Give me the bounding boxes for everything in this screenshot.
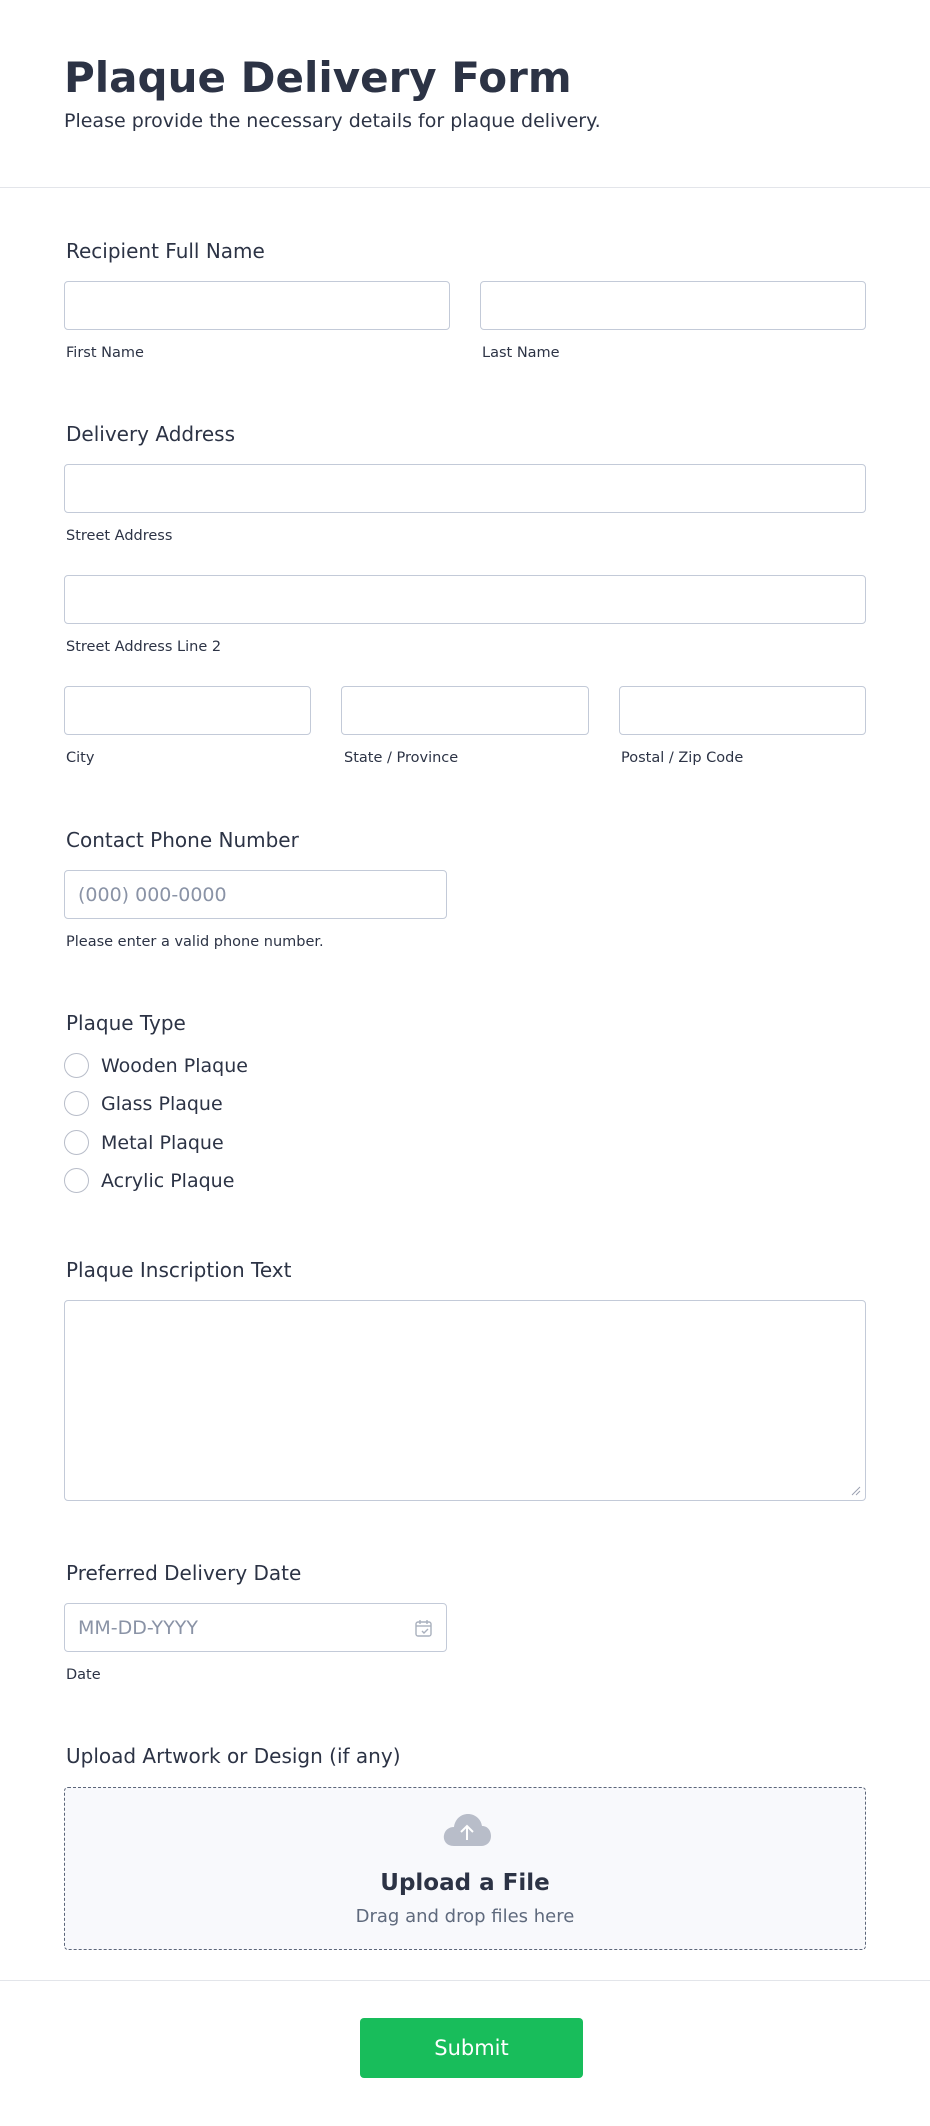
city-sublabel: City <box>66 750 95 766</box>
radio-label: Glass Plaque <box>101 1093 223 1115</box>
phone-hint: Please enter a valid phone number. <box>66 934 324 950</box>
inscription-label: Plaque Inscription Text <box>66 1258 292 1282</box>
last-name-input[interactable] <box>480 281 866 330</box>
city-input[interactable] <box>64 686 311 735</box>
zip-input[interactable] <box>619 686 866 735</box>
first-name-sublabel: First Name <box>66 345 144 361</box>
street-address-sublabel: Street Address <box>66 528 173 544</box>
header-divider <box>0 187 930 188</box>
delivery-address-label: Delivery Address <box>66 422 236 446</box>
recipient-name-label: Recipient Full Name <box>66 239 265 263</box>
radio-label: Metal Plaque <box>101 1132 224 1154</box>
upload-label: Upload Artwork or Design (if any) <box>66 1744 401 1768</box>
last-name-sublabel: Last Name <box>482 345 560 361</box>
phone-input[interactable] <box>64 870 447 919</box>
file-upload-dropzone[interactable] <box>64 1787 866 1950</box>
form-subtitle: Please provide the necessary details for plaque delivery. <box>64 110 601 132</box>
delivery-date-label: Preferred Delivery Date <box>66 1561 302 1585</box>
radio-label: Acrylic Plaque <box>101 1170 235 1192</box>
cloud-upload-icon <box>442 1812 492 1848</box>
delivery-date-input[interactable] <box>64 1603 447 1652</box>
phone-label: Contact Phone Number <box>66 828 299 852</box>
street-address-line2-input[interactable] <box>64 575 866 624</box>
form-title: Plaque Delivery Form <box>64 53 572 102</box>
state-input[interactable] <box>341 686 589 735</box>
upload-subtitle: Drag and drop files here <box>355 1906 575 1927</box>
inscription-textarea[interactable] <box>64 1300 866 1501</box>
footer-divider <box>0 1980 930 1981</box>
upload-title: Upload a File <box>380 1870 550 1896</box>
radio-button[interactable] <box>64 1053 89 1078</box>
street-address-line2-sublabel: Street Address Line 2 <box>66 639 222 655</box>
resize-grip-icon[interactable] <box>851 1486 861 1496</box>
date-placeholder: MM-DD-YYYY <box>78 1617 198 1639</box>
date-sublabel: Date <box>66 1667 101 1683</box>
plaque-type-label: Plaque Type <box>66 1011 186 1035</box>
zip-sublabel: Postal / Zip Code <box>621 750 744 766</box>
first-name-input[interactable] <box>64 281 450 330</box>
state-sublabel: State / Province <box>344 750 459 766</box>
calendar-icon[interactable] <box>414 1618 434 1638</box>
radio-button[interactable] <box>64 1091 89 1116</box>
radio-button[interactable] <box>64 1130 89 1155</box>
submit-button[interactable]: Submit <box>360 2018 583 2078</box>
street-address-input[interactable] <box>64 464 866 513</box>
phone-placeholder: (000) 000-0000 <box>78 884 227 906</box>
radio-button[interactable] <box>64 1168 89 1193</box>
radio-label: Wooden Plaque <box>101 1055 248 1077</box>
